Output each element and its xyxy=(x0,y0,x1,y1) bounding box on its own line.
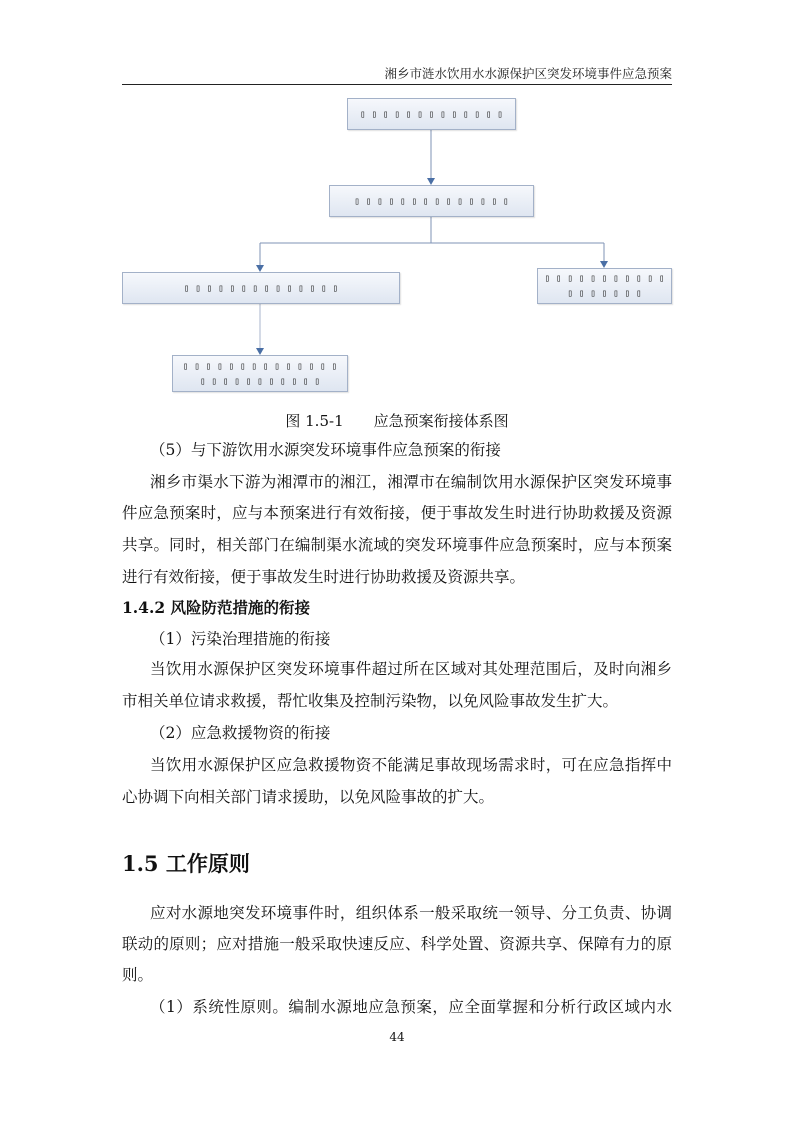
flowchart-box-text: ▯ ▯ ▯ ▯ ▯ ▯ ▯ ▯ ▯ ▯ ▯ ▯ ▯ ▯ xyxy=(183,282,339,294)
flowchart-box-text: ▯ ▯ ▯ ▯ ▯ ▯ ▯ xyxy=(567,288,642,299)
paragraph-line: 联动的原则；应对措施一般采取快速反应、科学处置、资源共享、保障有力的原 xyxy=(122,935,672,953)
flowchart-box-left xyxy=(122,272,400,304)
paragraph-line: 心协调下向相关部门请求援助，以免风险事故的扩大。 xyxy=(122,788,495,806)
running-header-title: 湘乡市涟水饮用水水源保护区突发环境事件应急预案 xyxy=(384,66,672,81)
figure-caption: 图 1.5-1 应急预案衔接体系图 xyxy=(285,412,509,430)
paragraph-line: 应对水源地突发环境事件时，组织体系一般采取统一领导、分工负责、协调 xyxy=(150,904,672,922)
paragraph-line: 湘乡市渠水下游为湘潭市的湘江，湘潭市在编制饮用水源保护区突发环境事 xyxy=(150,473,672,491)
item2-heading: （2）应急救援物资的衔接 xyxy=(150,724,331,742)
page-number: 44 xyxy=(389,1030,405,1044)
flowchart-box-text: ▯ ▯ ▯ ▯ ▯ ▯ ▯ ▯ ▯ ▯ ▯ ▯ ▯ ▯ xyxy=(354,195,509,207)
section-heading-1-4-2: 1.4.2 风险防范措施的衔接 xyxy=(122,598,311,617)
section-heading-1-5: 1.5 工作原则 xyxy=(122,851,250,876)
flowchart-box-top xyxy=(347,98,516,130)
flowchart-box-middle xyxy=(329,185,534,217)
paragraph-line: 共享。同时，相关部门在编制渠水流域的突发环境事件应急预案时，应与本预案 xyxy=(122,536,672,554)
flowchart-box-text: ▯ ▯ ▯ ▯ ▯ ▯ ▯ ▯ ▯ ▯ ▯ xyxy=(544,273,665,284)
paragraph-line: 则。 xyxy=(122,966,154,984)
flowchart-box-bottom xyxy=(172,355,348,392)
paragraph-line: （1）系统性原则。编制水源地应急预案，应全面掌握和分析行政区域内水 xyxy=(150,998,672,1016)
paragraph-line: 当饮用水源保护区应急救援物资不能满足事故现场需求时，可在应急指挥中 xyxy=(150,756,672,774)
arrowhead-middle xyxy=(427,178,435,185)
item5-heading: （5）与下游饮用水源突发环境事件应急预案的衔接 xyxy=(150,441,501,459)
arrowhead-bottom xyxy=(256,348,264,355)
item1-heading: （1）污染治理措施的衔接 xyxy=(150,630,331,648)
paragraph-line: 件应急预案时，应与本预案进行有效衔接，便于事故发生时进行协助救援及资源 xyxy=(122,504,672,522)
flowchart-box-text: ▯ ▯ ▯ ▯ ▯ ▯ ▯ ▯ ▯ ▯ ▯ xyxy=(199,375,321,387)
paragraph-line: 进行有效衔接，便于事故发生时进行协助救援及资源共享。 xyxy=(122,568,526,586)
paragraph-line: 市相关单位请求救援，帮忙收集及控制污染物，以免风险事故发生扩大。 xyxy=(122,692,619,710)
paragraph-line: 当饮用水源保护区突发环境事件超过所在区域对其处理范围后，及时向湘乡 xyxy=(150,660,672,678)
arrowhead-right xyxy=(600,261,608,268)
flowchart-box-text: ▯ ▯ ▯ ▯ ▯ ▯ ▯ ▯ ▯ ▯ ▯ ▯ ▯ xyxy=(360,108,503,120)
header-rule xyxy=(122,84,672,85)
flowchart-box-text: ▯ ▯ ▯ ▯ ▯ ▯ ▯ ▯ ▯ ▯ ▯ ▯ ▯ ▯ xyxy=(182,360,338,372)
flowchart-box-right xyxy=(537,268,672,304)
arrowhead-left xyxy=(256,265,264,272)
